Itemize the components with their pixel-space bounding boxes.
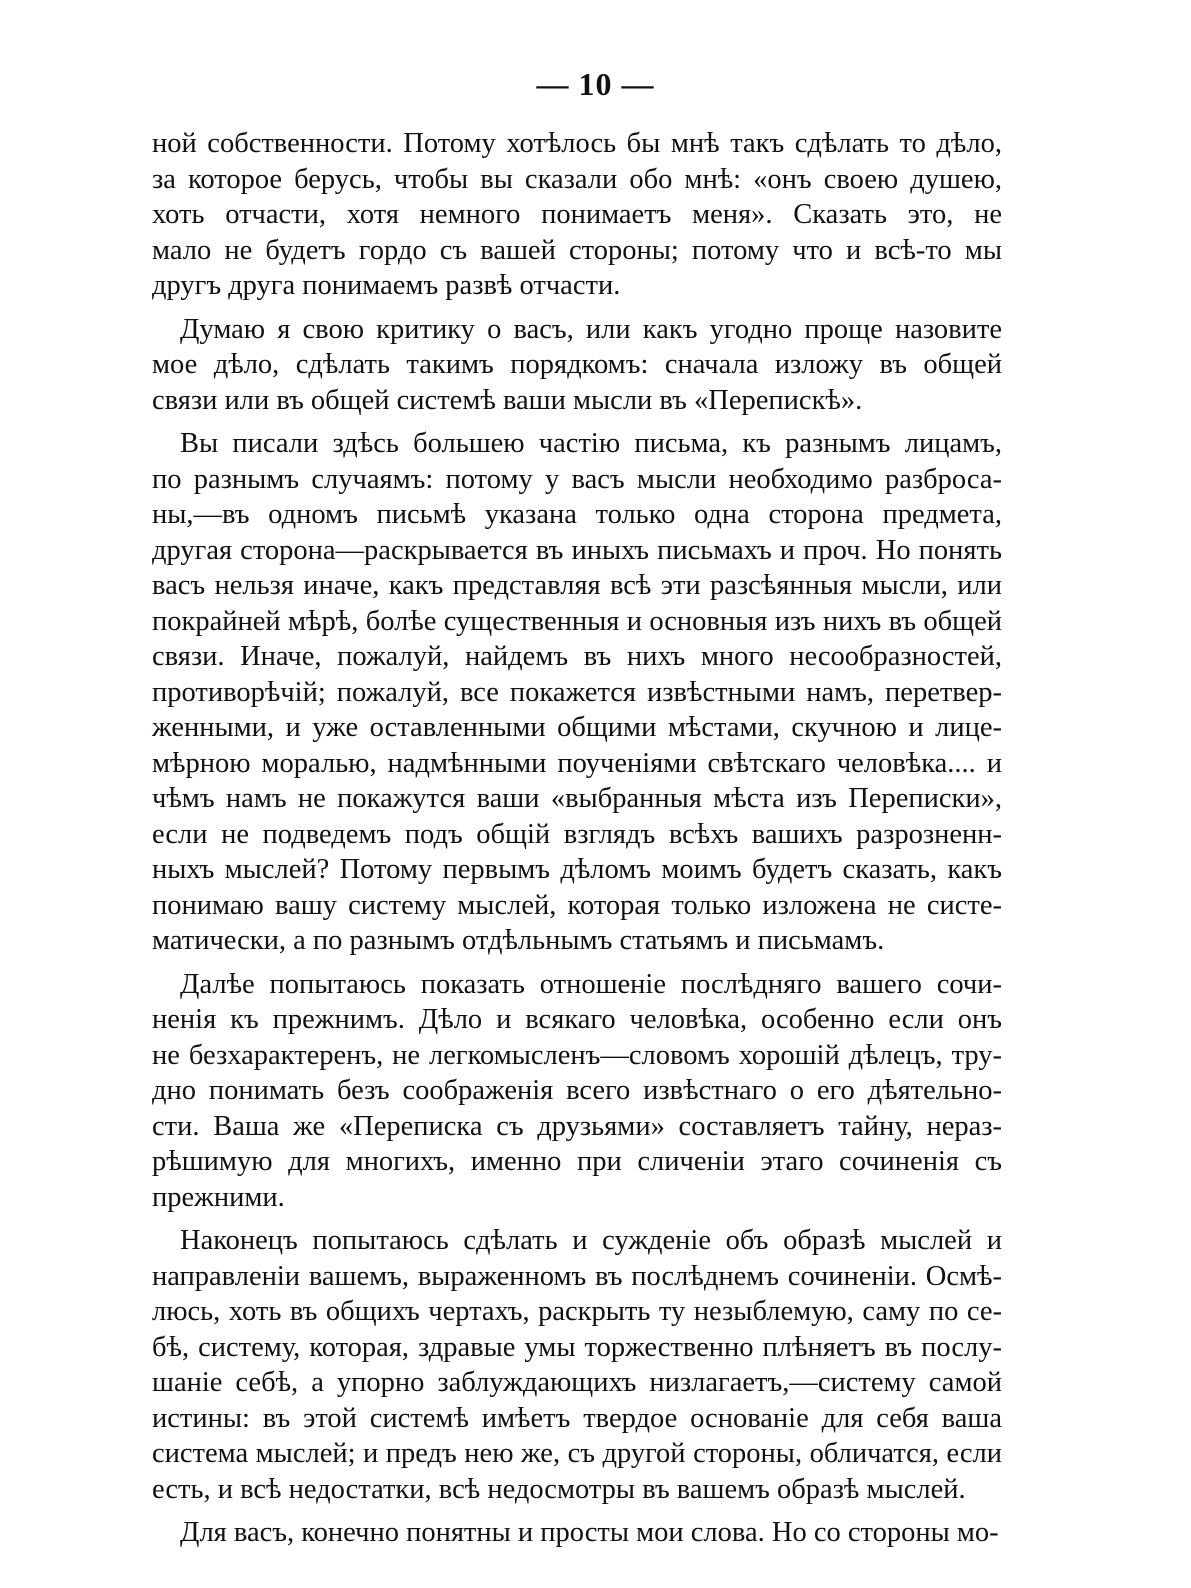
text-line: матически, а по разнымъ отдѣльнымъ статьямъ и письмамъ. <box>152 925 885 956</box>
text-line: другая сторона—раскрывается въ иныхъ письмахъ и проч. Но понять <box>152 534 1002 566</box>
text-line: покрайней мѣрѣ, болѣе существенныя и основныя изъ нихъ въ общей <box>152 605 1002 637</box>
text-line: Думаю я свою критику о васъ, или какъ угодно проще назовите <box>180 313 1002 345</box>
paragraph <box>152 312 1002 419</box>
text-line: Наконецъ попытаюсь сдѣлать и сужденіе объ образѣ мыслей и <box>180 1225 1002 1256</box>
text-line: ныхъ мыслей? Потому первымъ дѣломъ моимъ будетъ сказать, какъ <box>152 854 1002 885</box>
text-line: по разнымъ случаямъ: потому у васъ мысли необходимо разброса- <box>152 463 1002 495</box>
body-text <box>152 126 1002 1559</box>
paragraph <box>152 1223 1002 1507</box>
text-line: если не подведемъ подъ общій взглядъ всѣхъ вашихъ разрозненн- <box>152 818 1002 850</box>
text-line: истины: въ этой системѣ имѣетъ твердое основаніе для себя ваша <box>152 1402 1002 1434</box>
text-line: женными, и уже оставленными общими мѣстами, скучною и лице- <box>152 712 1002 743</box>
text-line: ной собственности. Потому хотѣлось бы мнѣ такъ сдѣлать то дѣло, <box>152 128 1002 159</box>
text-line: ны,—въ одномъ письмѣ указана только одна сторона предмета, <box>152 499 1002 530</box>
text-line: связи. Иначе, пожалуй, найдемъ въ нихъ много несообразностей, <box>152 641 1002 672</box>
paragraph <box>152 126 1002 304</box>
text-line: прежними. <box>152 1181 285 1213</box>
text-line: шаніе себѣ, а упорно заблуждающихъ низлагаетъ,—систему самой <box>152 1367 1002 1398</box>
text-line: рѣшимую для многихъ, именно при сличеніи этаго сочиненія съ <box>152 1146 1002 1177</box>
text-line: Вы писали здѣсь большею частію письма, къ разнымъ лицамъ, <box>180 428 1002 459</box>
text-line: люсь, хоть въ общихъ чертахъ, раскрыть ту незыблемую, саму по се- <box>152 1296 1002 1327</box>
text-line: мало не будетъ гордо съ вашей стороны; потому что и всѣ-то мы <box>152 234 1002 266</box>
text-line: ненія къ прежнимъ. Дѣло и всякаго человѣка, особенно если онъ <box>152 1004 1002 1035</box>
text-line: за которое берусь, чтобы вы сказали обо мнѣ: «онъ своею душею, <box>152 163 1002 195</box>
text-line: мое дѣло, сдѣлать такимъ порядкомъ: сначала изложу въ общей <box>152 349 1002 380</box>
text-line: есть, и всѣ недостатки, всѣ недосмотры въ вашемъ образѣ мыслей. <box>152 1473 966 1505</box>
text-line: мѣрною моралью, надмѣнными поученіями свѣтскаго человѣка.... и <box>152 747 1002 779</box>
text-line: Для васъ, конечно понятны и просты мои слова. Но со стороны мо- <box>180 1517 999 1548</box>
text-line: чѣмъ намъ не покажутся ваши «выбранныя мѣста изъ Переписки», <box>152 783 1002 814</box>
text-line: связи или въ общей системѣ ваши мысли въ «Перепискѣ». <box>152 384 863 416</box>
page-number: — 10 — <box>536 66 655 102</box>
text-line: бѣ, систему, которая, здравые умы торжественно плѣняетъ въ послу- <box>152 1331 1002 1363</box>
paragraph <box>152 426 1002 959</box>
paragraph <box>152 1515 1002 1551</box>
text-line: система мыслей; и предъ нею же, съ другой стороны, обличатся, если <box>152 1438 1002 1469</box>
text-line: направленіи вашемъ, выраженномъ въ послѣднемъ сочиненіи. Осмѣ- <box>152 1260 1002 1292</box>
text-line: понимаю вашу систему мыслей, которая только изложена не систе- <box>152 889 1002 921</box>
text-line: не безхарактеренъ, не легкомысленъ—словомъ хорошій дѣлецъ, тру- <box>152 1039 1002 1071</box>
paragraph <box>152 967 1002 1216</box>
text-line: противорѣчій; пожалуй, все покажется извѣстными намъ, перетвер- <box>152 676 1002 708</box>
text-line: хоть отчасти, хотя немного понимаетъ меня». Сказать это, не <box>152 199 1002 230</box>
text-line: другъ друга понимаемъ развѣ отчасти. <box>152 270 621 301</box>
text-line: васъ нельзя иначе, какъ представляя всѣ эти разсѣянныя мысли, или <box>152 570 1002 601</box>
text-line: сти. Ваша же «Переписка съ друзьями» составляетъ тайну, нераз- <box>152 1110 1002 1142</box>
text-line: Далѣе попытаюсь показать отношеніе послѣдняго вашего сочи- <box>180 968 1002 1000</box>
text-line: дно понимать безъ соображенія всего извѣстнаго о его дѣятельно- <box>152 1075 1002 1106</box>
